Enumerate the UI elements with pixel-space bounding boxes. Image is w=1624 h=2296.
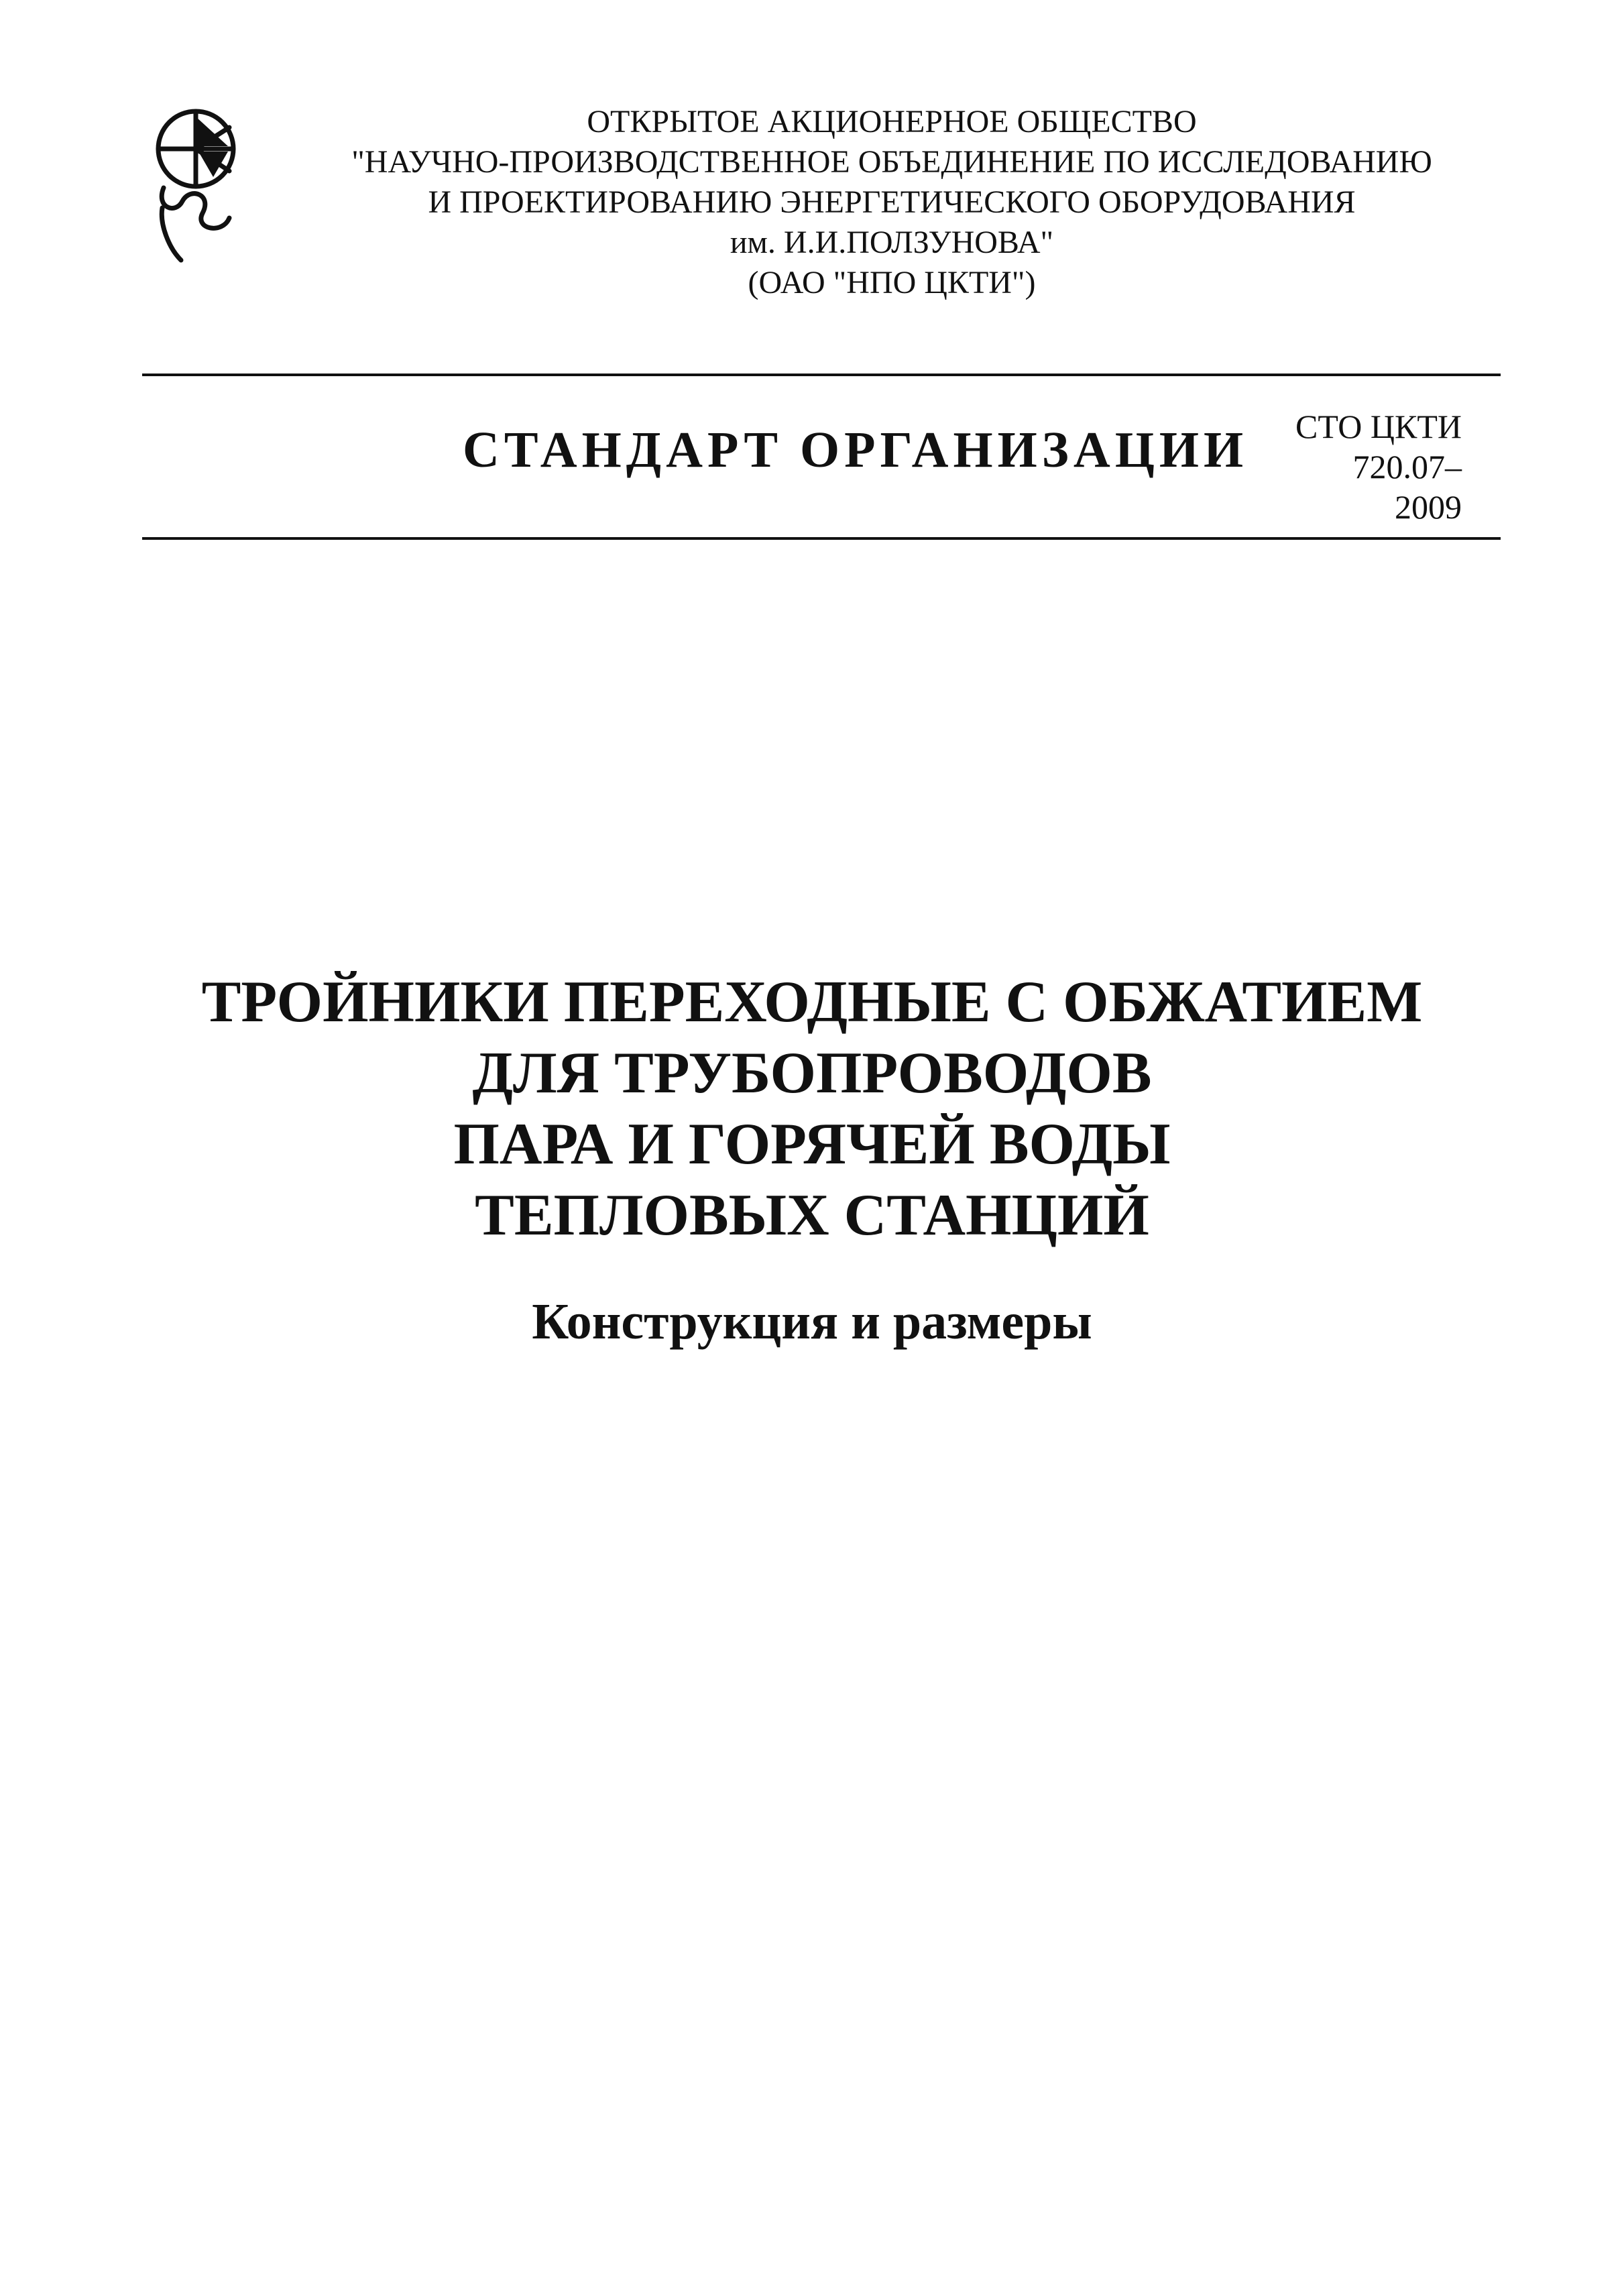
standard-code-line-1: СТО ЦКТИ [1295,408,1462,445]
title-line-4: ТЕПЛОВЫХ СТАНЦИЙ [475,1183,1149,1248]
standard-code-line-3: 2009 [1395,488,1462,526]
org-line-1: ОТКРЫТОЕ АКЦИОНЕРНОЕ ОБЩЕСТВО [587,104,1197,139]
title-line-1: ТРОЙНИКИ ПЕРЕХОДНЫЕ С ОБЖАТИЕМ [201,970,1423,1035]
document-subtitle: Конструкция и размеры [532,1294,1092,1350]
title-line-3: ПАРА И ГОРЯЧЕЙ ВОДЫ [453,1112,1171,1177]
title-line-2: ДЛЯ ТРУБОПРОВОДОВ [472,1041,1152,1106]
bottom-divider [142,537,1501,540]
org-line-4: им. И.И.ПОЛЗУНОВА" [730,225,1054,260]
top-divider [142,374,1501,376]
standard-code-line-2: 720.07– [1352,448,1462,485]
org-line-5: (ОАО "НПО ЦКТИ") [748,265,1036,300]
document-title [0,967,1624,1251]
org-line-3: И ПРОЕКТИРОВАНИЮ ЭНЕРГЕТИЧЕСКОГО ОБОРУДОВАНИЯ [428,184,1356,220]
standard-label: СТАНДАРТ ОРГАНИЗАЦИИ [463,422,1249,478]
org-line-2: "НАУЧНО-ПРОИЗВОДСТВЕННОЕ ОБЪЕДИНЕНИЕ ПО ИССЛЕДОВАНИЮ [351,144,1432,180]
standard-code [1261,406,1462,527]
organization-header [255,102,1529,303]
ckti-logo-icon [149,107,243,268]
